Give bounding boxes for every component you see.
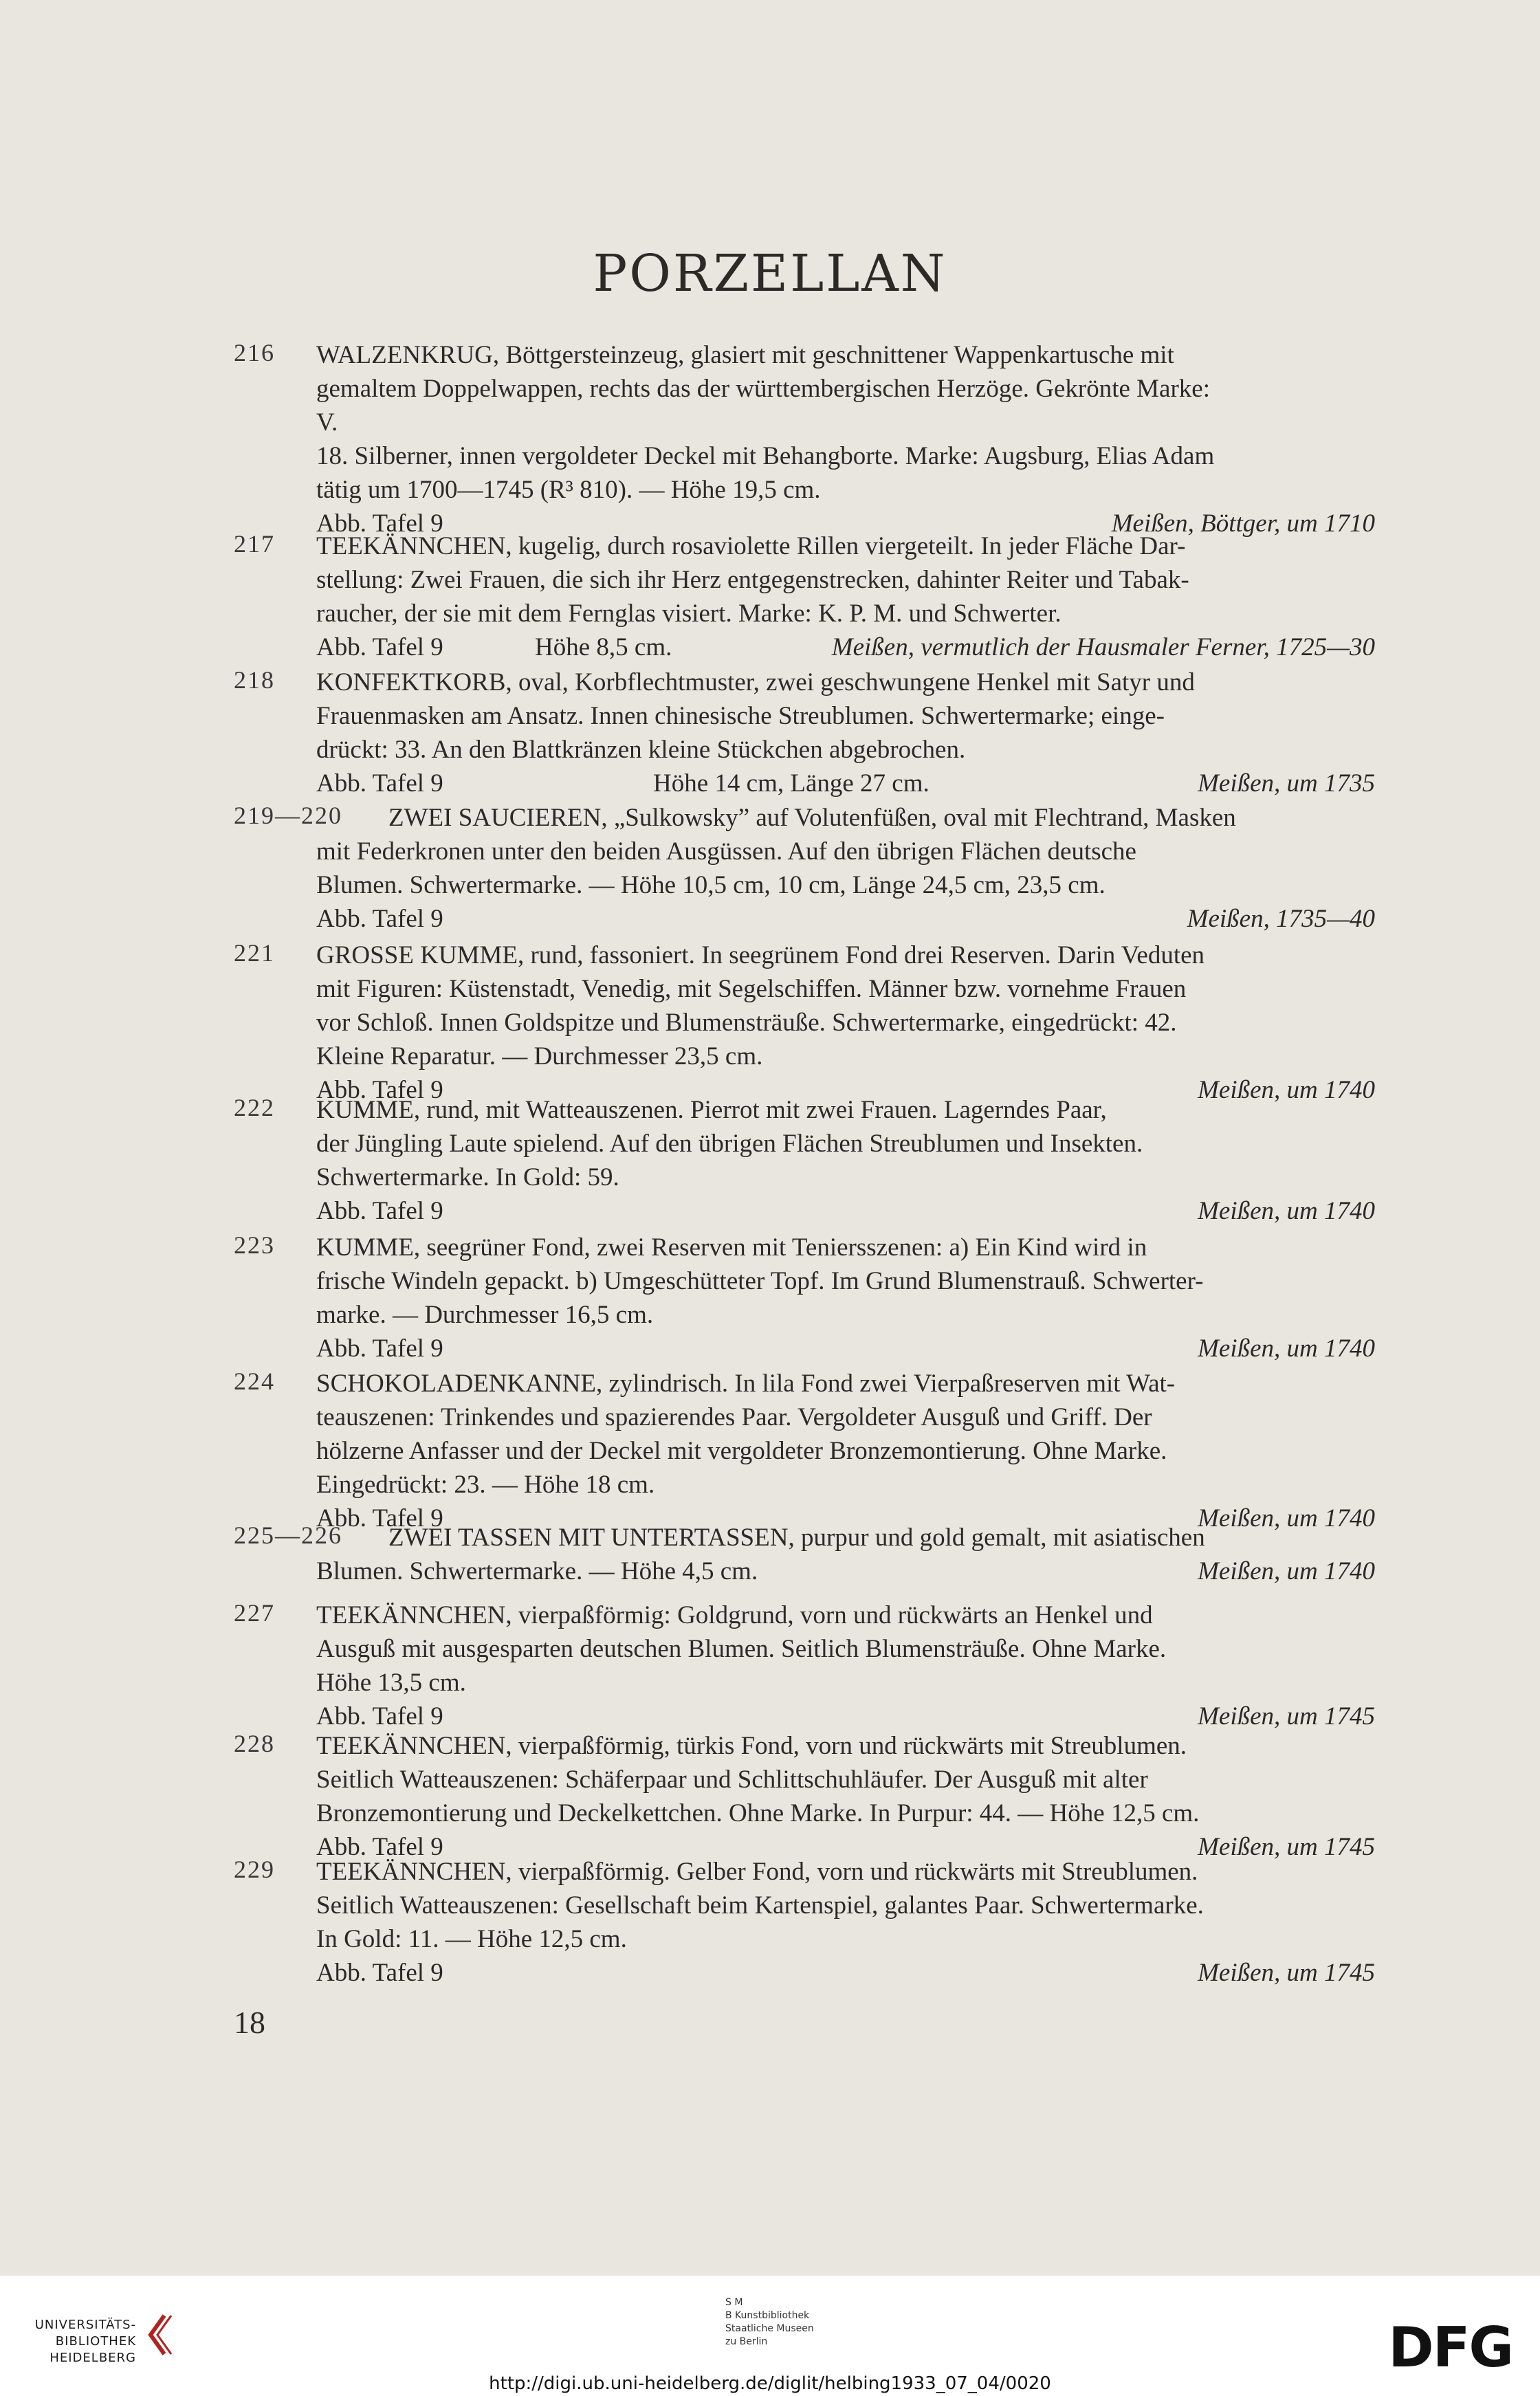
entry-number: 223 [234,1231,275,1259]
page-title: PORZELLAN [593,244,947,303]
description-line: drückt: 33. An den Blattkränzen kleine Stückchen abgebrochen. [316,736,966,764]
attribution: Meißen, um 1745 [1198,1833,1375,1861]
plate-reference: Abb. Tafel 9 [316,905,443,933]
dimensions: Höhe 14 cm, Länge 27 cm. [653,769,930,798]
library-name[interactable] [26,2317,136,2366]
description-line: hölzerne Anfasser und der Deckel mit vergoldeter Bronzemontierung. Ohne Marke. [316,1437,1167,1465]
smb-line: B Kunstbibliothek [725,2310,810,2321]
description-line: gemaltem Doppelwappen, rechts das der württembergischen Herzöge. Gekrönte Marke: [316,375,1211,403]
entry-description [316,529,1375,630]
description-line: In Gold: 11. — Höhe 12,5 cm. [316,1925,627,1953]
plate-reference: Abb. Tafel 9 [316,633,443,661]
entry-description [316,1521,1375,1554]
smb-line: Staatliche Museen [725,2323,814,2334]
entry-number: 216 [234,339,275,366]
reference-row [316,902,1375,936]
description-line: Seitlich Watteauszenen: Gesellschaft beim Kartenspiel, galantes Paar. Schwertermarke. [316,1891,1204,1920]
description-line: marke. — Durchmesser 16,5 cm. [316,1301,654,1329]
entry-description [316,338,1375,507]
attribution: Meißen, um 1740 [1198,1076,1375,1104]
description-line: 18. Silberner, innen vergoldeter Deckel mit Behangborte. Marke: Augsburg, Elias Adam [316,442,1215,470]
description-line: frische Windeln gepackt. b) Umgeschütteter Topf. Im Grund Blumenstrauß. Schwerter- [316,1267,1204,1295]
description-line: Schwertermarke. In Gold: 59. [316,1163,619,1191]
entry-number: 227 [234,1599,275,1627]
description-line: raucher, der sie mit dem Fernglas visiert. Marke: K. P. M. und Schwerter. [316,600,1062,628]
attribution: Meißen, um 1735 [1198,769,1375,798]
reference-row [316,1554,1375,1588]
plate-reference: Abb. Tafel 9 [316,509,443,538]
entry-number: 225—226 [234,1521,342,1549]
entry-description [316,1231,1375,1332]
description-line: WALZENKRUG, Böttgersteinzeug, glasiert mit geschnittener Wappenkartusche mit [316,341,1174,369]
smb-logo[interactable] [725,2296,814,2349]
attribution: Meißen, um 1740 [1198,1557,1375,1585]
description-line: Bronzemontierung und Deckelkettchen. Ohne Marke. In Purpur: 44. — Höhe 12,5 cm. [316,1799,1200,1827]
entry-description [316,1093,1375,1194]
description-line: Höhe 13,5 cm. [316,1669,466,1697]
description-line: teauszenen: Trinkendes und spazierendes Paar. Vergoldeter Ausguß und Griff. Der [316,1403,1152,1431]
description-line: mit Federkronen unter den beiden Ausgüssen. Auf den übrigen Flächen deutsche [316,837,1136,866]
description-line: Seitlich Watteauszenen: Schäferpaar und Schlittschuhläufer. Der Ausguß mit alter [316,1766,1148,1794]
description-line: KUMME, rund, mit Watteauszenen. Pierrot mit zwei Frauen. Lagerndes Paar, [316,1096,1107,1124]
reference-row [316,767,1375,800]
library-line: UNIVERSITÄTS- [34,2318,136,2332]
plate-reference: Blumen. Schwertermarke. — Höhe 4,5 cm. [316,1557,758,1585]
attribution: Meißen, um 1740 [1198,1504,1375,1532]
description-line: TEEKÄNNCHEN, vierpaßförmig. Gelber Fond, vorn und rückwärts mit Streublumen. [316,1858,1198,1886]
attribution: Meißen, 1735—40 [1187,905,1375,933]
reference-row [316,1332,1375,1365]
library-line: HEIDELBERG [50,2351,136,2365]
library-line: BIBLIOTHEK [55,2334,136,2349]
plate-reference: Abb. Tafel 9 [316,1959,443,1987]
entry-number: 224 [234,1367,275,1395]
attribution: Meißen, um 1745 [1198,1959,1375,1987]
description-line: GROSSE KUMME, rund, fassoniert. In seegrünem Fond drei Reserven. Darin Veduten [316,941,1205,969]
plate-reference: Abb. Tafel 9 [316,1504,443,1532]
smb-line: S M [725,2297,743,2308]
description-line: TEEKÄNNCHEN, vierpaßförmig: Goldgrund, vorn und rückwärts an Henkel und [316,1601,1153,1629]
entry-number: 217 [234,530,275,558]
page-number: 18 [234,2005,265,2040]
entry-number: 228 [234,1730,275,1757]
description-line: Frauenmasken am Ansatz. Innen chinesische Streublumen. Schwertermarke; einge- [316,702,1165,730]
description-line: Ausguß mit ausgesparten deutschen Blumen. Seitlich Blumensträuße. Ohne Marke. [316,1635,1167,1663]
description-line: ZWEI TASSEN MIT UNTERTASSEN, purpur und gold gemalt, mit asiatischen [388,1524,1205,1552]
entry-description [316,1855,1375,1956]
reference-row [316,1194,1375,1228]
entry-description [316,801,1375,902]
entry-number: 218 [234,666,275,694]
description-line: TEEKÄNNCHEN, kugelig, durch rosaviolette Rillen viergeteilt. In jeder Fläche Dar- [316,532,1186,560]
reference-row [316,1956,1375,1990]
attribution: Meißen, vermutlich der Hausmaler Ferner, 1725—30 [831,633,1375,661]
description-line: ZWEI SAUCIEREN, „Sulkowsky” auf Volutenfüßen, oval mit Flechtrand, Masken [388,804,1236,832]
entry-description [316,1367,1375,1502]
plate-reference: Abb. Tafel 9 [316,1076,443,1104]
entry-number: 229 [234,1856,275,1883]
source-url[interactable]: http://digi.ub.uni-heidelberg.de/diglit/helbing1933_07_04/0020 [489,2373,1051,2394]
entry-number: 219—220 [234,802,342,829]
dfg-logo[interactable]: DFG [1388,2316,1512,2379]
description-line: der Jüngling Laute spielend. Auf den übrigen Flächen Streublumen und Insekten. [316,1130,1143,1158]
reference-row [316,630,1375,664]
entry-description [316,938,1375,1073]
description-line: SCHOKOLADENKANNE, zylindrisch. In lila Fond zwei Vierpaßreserven mit Wat- [316,1370,1176,1398]
description-line: stellung: Zwei Frauen, die sich ihr Herz entgegenstrecken, dahinter Reiter und Tabak- [316,566,1189,594]
entry-number: 222 [234,1094,275,1121]
plate-reference: Abb. Tafel 9 [316,1334,443,1363]
description-line: Eingedrückt: 23. — Höhe 18 cm. [316,1471,655,1499]
attribution: Meißen, um 1745 [1198,1702,1375,1730]
entry-description [316,666,1375,767]
reference-row [316,1700,1375,1733]
description-line: Kleine Reparatur. — Durchmesser 23,5 cm. [316,1042,763,1070]
plate-reference: Abb. Tafel 9 [316,1702,443,1730]
entry-description [316,1729,1375,1830]
description-line: KONFEKTKORB, oval, Korbflechtmuster, zwei geschwungene Henkel mit Satyr und [316,668,1195,696]
smb-line: zu Berlin [725,2336,768,2347]
description-line: TEEKÄNNCHEN, vierpaßförmig, türkis Fond, vorn und rückwärts mit Streublumen. [316,1732,1187,1760]
description-line: vor Schloß. Innen Goldspitze und Blumensträuße. Schwertermarke, eingedrückt: 42. [316,1009,1177,1037]
description-line: mit Figuren: Küstenstadt, Venedig, mit Segelschiffen. Männer bzw. vornehme Frauen [316,975,1187,1003]
entry-number: 221 [234,939,275,967]
dimensions: Höhe 8,5 cm. [535,633,672,661]
description-line: Blumen. Schwertermarke. — Höhe 10,5 cm, 10 cm, Länge 24,5 cm, 23,5 cm. [316,871,1106,899]
plate-reference: Abb. Tafel 9 [316,769,443,798]
plate-reference: Abb. Tafel 9 [316,1197,443,1225]
attribution: Meißen, um 1740 [1198,1334,1375,1363]
description-line: KUMME, seegrüner Fond, zwei Reserven mit Teniersszenen: a) Ein Kind wird in [316,1233,1147,1262]
description-line: V. [316,408,338,437]
plate-reference: Abb. Tafel 9 [316,1833,443,1861]
attribution: Meißen, um 1740 [1198,1197,1375,1225]
entry-description [316,1598,1375,1700]
description-line: tätig um 1700—1745 (R³ 810). — Höhe 19,5 cm. [316,476,821,504]
attribution: Meißen, Böttger, um 1710 [1111,509,1375,538]
library-logo-icon[interactable] [141,2311,182,2360]
